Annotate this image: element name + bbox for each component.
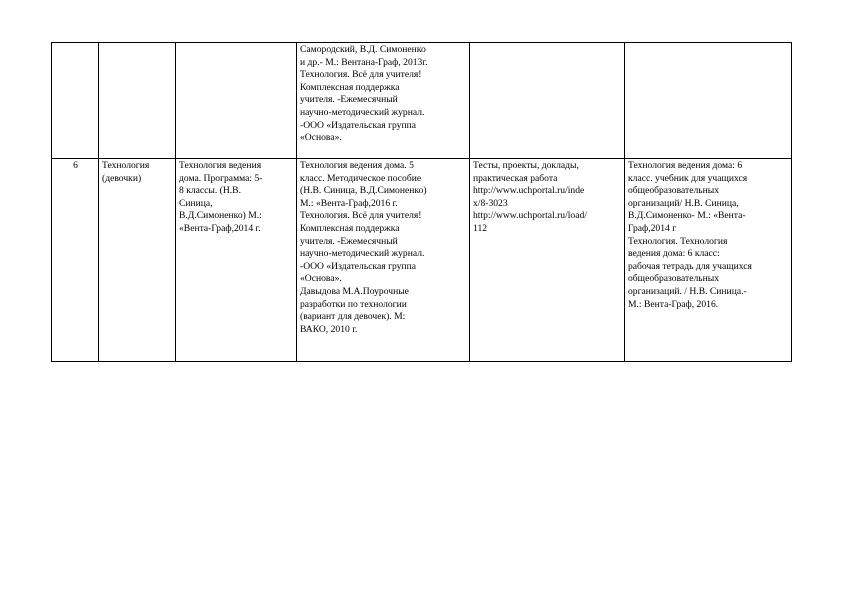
cell-program: Технология ведения дома. Программа: 5- 8 классы. (Н.В. Синица, В.Д.Симоненко) М.: «Вента-Граф,2014 г. [176, 159, 297, 362]
cell-digital-resources [470, 43, 625, 159]
table-row-continuation [52, 43, 792, 159]
table-row-6 [52, 159, 792, 362]
curriculum-table [51, 42, 792, 362]
cell-number: 6 [52, 159, 99, 362]
cell-subject: Технология (девочки) [99, 159, 176, 362]
cell-textbook: Технология ведения дома: 6 класс. учебник для учащихся общеобразовательных организаций/ Н.В. Синица, В.Д.Симоненко- М.: «Вента- Граф,2014 г Технология. Технология ведения дома: 6 класс: рабочая тетрадь для учащихся общеобразовательных организаций. / Н.В. Синица.- М.: Вента-Граф, 2016. [625, 159, 792, 362]
cell-number [52, 43, 99, 159]
cell-program [176, 43, 297, 159]
cell-textbook [625, 43, 792, 159]
cell-digital-resources: Тесты, проекты, доклады, практическая работа http://www.uchportal.ru/inde x/8-3023 http://www.uchportal.ru/load/ 112 [470, 159, 625, 362]
cell-methodical-materials: Самородский, В.Д. Симоненко и др.- М.: Вентана-Граф, 2013г. Технология. Всё для учителя! Комплексная поддержка учителя. -Ежемесячный научно-методический журнал. -ООО «Издательская группа «Основа». [297, 43, 470, 159]
cell-subject [99, 43, 176, 159]
cell-methodical-materials: Технология ведения дома. 5 класс. Методическое пособие (Н.В. Синица, В.Д.Симоненко) М.: «Вента-Граф,2016 г. Технология. Всё для учителя! Комплексная поддержка учителя. -Ежемесячный научно-методический журнал. -ООО «Издательская группа «Основа». Давыдова М.А.Поурочные разработки по технологии (вариант для девочек). М: ВАКО, 2010 г. [297, 159, 470, 362]
